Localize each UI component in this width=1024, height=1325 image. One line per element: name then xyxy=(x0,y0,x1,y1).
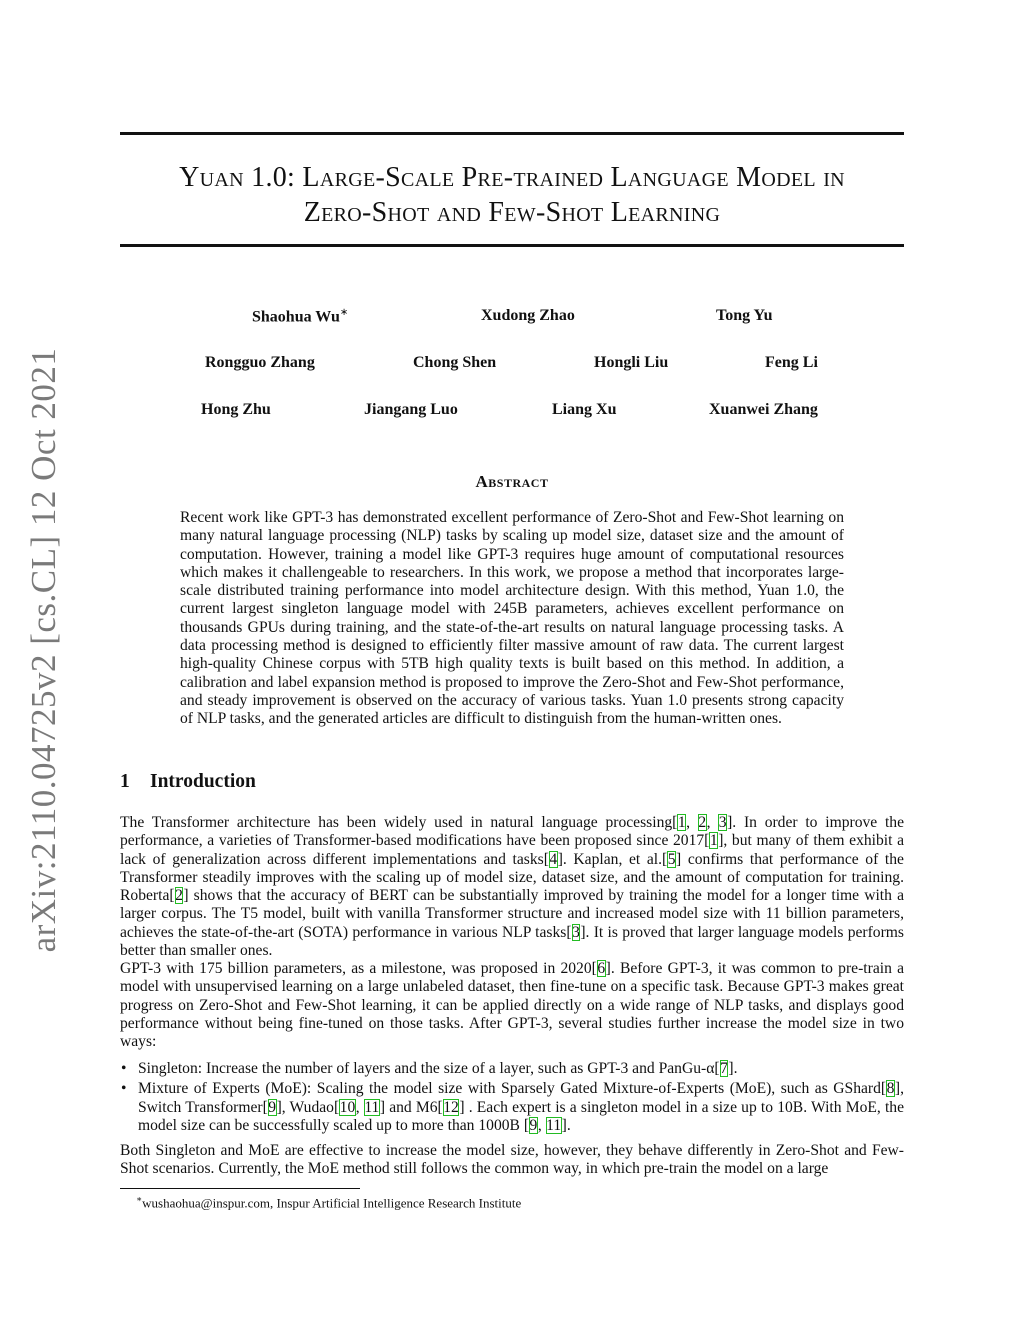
citation-separator: , xyxy=(706,814,719,831)
author-liang-xu: Liang Xu xyxy=(552,401,617,418)
author-footnote xyxy=(136,1191,521,1211)
paper-title-line-1: Yuan 1.0: Large-Scale Pre-trained Language Model in xyxy=(179,162,845,193)
intro-paragraph-1 xyxy=(120,814,904,960)
paragraph-text: ] confirms that performance of the Transformer steadily improves with the scaling up of model size, dataset size, and the amount of computation for training. Roberta[ xyxy=(120,850,904,905)
author-name: Shaohua Wu xyxy=(252,308,340,326)
paper-title-line-2: Zero-Shot and Few-Shot Learning xyxy=(303,197,721,228)
citation-separator: , xyxy=(537,1116,546,1134)
intro-paragraph-2 xyxy=(120,960,904,1051)
title-top-rule xyxy=(120,132,904,135)
citation-separator: , xyxy=(686,814,698,831)
intro-paragraph-3: Both Singleton and MoE are effective to increase the model size, however, they behave differently in Zero-Shot and Few-Shot scenarios. Currently, the MoE method still follows the common way, in which pre-train the model on a large xyxy=(120,1142,904,1178)
author-hong-zhu: Hong Zhu xyxy=(201,401,271,418)
bullet-text: Singleton: Increase the number of layers and the size of a layer, such as GPT-3 and PanGu-α[ xyxy=(138,1060,720,1077)
author-jiangang-luo: Jiangang Luo xyxy=(364,401,458,418)
author-rongguo-zhang: Rongguo Zhang xyxy=(205,354,315,371)
author-feng-li: Feng Li xyxy=(765,354,818,371)
author-xuanwei-zhang: Xuanwei Zhang xyxy=(709,401,818,418)
author-chong-shen: Chong Shen xyxy=(413,354,497,371)
citation-link[interactable]: 3 xyxy=(718,814,727,831)
paragraph-text: ] shows that the accuracy of BERT can be substantially improved by training the model for a longer time with a larger corpus. The T5 model, built with vanilla Transformer structure and increased model size with 11 billion parameters, achieves the state-of-the-art (SOTA) performance in various NLP tasks[ xyxy=(120,887,904,941)
abstract-text: Recent work like GPT-3 has demonstrated excellent performance of Zero-Shot and Few-Shot learning on many natural language processing (NLP) tasks by scaling up model size, dataset size and the amount of computation. However, training a model like GPT-3 requires huge amount of computational resources which makes it challengeable to researchers. In this work, we propose a method that incorporates large-scale distributed training performance into model architecture design. With this method, Yuan 1.0, the current largest singleton language model with 245B parameters, achieves excellent performance on thousands GPUs during training, and the state-of-the-art results on natural language processing tasks. A data processing method is designed to efficiently filter massive amount of raw data. The current largest high-quality Chinese corpus with 5TB high quality texts is built based on this method. In addition, a calibration and label expansion method is proposed to improve the Zero-Shot and Few-Shot performance, and steady improvement is observed on the accuracy of various tasks. Yuan 1.0 presents strong capacity of NLP tasks, and the generated articles are difficult to distinguish from the human-written ones. xyxy=(180,509,844,728)
model-scaling-bullet-list xyxy=(120,1060,904,1137)
citation-link[interactable]: 12 xyxy=(443,1098,459,1116)
citation-link[interactable]: 3 xyxy=(572,923,580,941)
citation-link[interactable]: 1 xyxy=(709,832,718,850)
citation-link[interactable]: 8 xyxy=(886,1080,895,1098)
citation-link[interactable]: 9 xyxy=(529,1116,538,1134)
citation-link[interactable]: 2 xyxy=(698,814,707,831)
paragraph-text: ]. In order to improve the performance, a varieties of Transformer-based modifications have been proposed since 2017[ xyxy=(120,814,905,850)
footnote-text: wushaohua@inspur.com, Inspur Artificial Intelligence Research Institute xyxy=(142,1195,522,1211)
citation-link[interactable]: 4 xyxy=(549,850,558,868)
paragraph-text: The Transformer architecture has been widely used in natural language processing[ xyxy=(120,814,678,831)
bullet-text: ], Switch Transformer[ xyxy=(138,1080,904,1116)
footnote-marker[interactable]: ∗ xyxy=(339,307,349,318)
citation-link[interactable]: 11 xyxy=(364,1098,380,1116)
bullet-text: ], Wudao[ xyxy=(276,1098,340,1116)
citation-link[interactable]: 5 xyxy=(667,850,676,868)
section-title: Introduction xyxy=(150,771,256,792)
bullet-dot-icon: • xyxy=(121,1060,127,1077)
bullet-text: Mixture of Experts (MoE): Scaling the model size with Sparsely Gated Mixture-of-Experts (MoE), such as GShard[ xyxy=(138,1080,887,1098)
citation-link[interactable]: 6 xyxy=(597,960,606,977)
bullet-text: ]. xyxy=(561,1116,571,1134)
paragraph-text: GPT-3 with 175 billion parameters, as a milestone, was proposed in 2020[ xyxy=(120,960,597,977)
citation-link[interactable]: 1 xyxy=(677,814,686,831)
citation-link[interactable]: 7 xyxy=(720,1060,728,1077)
footnote-mark: ∗ xyxy=(136,1194,143,1204)
bullet-singleton xyxy=(120,1060,904,1078)
bullet-text: ] . Each expert is a singleton model in a size up to 10B. With MoE, the model size can be successfully scaled up to more than 1000B [ xyxy=(138,1098,905,1134)
abstract-heading: Abstract xyxy=(475,472,549,491)
author-shaohua-wu xyxy=(252,307,348,326)
paragraph-text: ]. Kaplan, et al.[ xyxy=(557,850,668,868)
paragraph-text: ]. Before GPT-3, it was common to pre-train a model with unsupervised learning on a large unlabeled dataset, then fine-tune on a specific task. Because GPT-3 makes great progress on Zero-Shot and Few-Shot learning, it can be applied directly on a wide range of NLP tasks, and displays good performance without being fine-tuned on those tasks. After GPT-3, several studies further increase the model size in two ways: xyxy=(120,960,904,1051)
bullet-dot-icon: • xyxy=(121,1080,127,1098)
paragraph-text: ], but many of them exhibit a lack of generalization across different implementations and tasks[ xyxy=(120,832,905,868)
citation-link[interactable]: 2 xyxy=(175,887,183,905)
citation-link[interactable]: 9 xyxy=(268,1098,277,1116)
citation-separator: , xyxy=(355,1098,364,1116)
citation-link[interactable]: 10 xyxy=(339,1098,356,1116)
author-xudong-zhao: Xudong Zhao xyxy=(481,307,575,324)
bullet-text: ]. xyxy=(728,1060,738,1077)
bullet-text: ] and M6[ xyxy=(379,1098,443,1116)
footnote-rule xyxy=(120,1188,360,1189)
arxiv-identifier-stamp[interactable]: arXiv:2110.04725v2 [cs.CL] 12 Oct 2021 xyxy=(24,347,63,953)
title-bottom-rule xyxy=(120,244,904,247)
author-tong-yu: Tong Yu xyxy=(716,307,773,324)
section-heading-introduction xyxy=(120,771,256,793)
paper-title xyxy=(120,160,904,230)
section-number: 1 xyxy=(120,771,130,792)
bullet-mixture-of-experts xyxy=(120,1080,904,1135)
citation-link[interactable]: 11 xyxy=(546,1116,562,1134)
paragraph-text: ]. It is proved that larger language models performs better than smaller ones. xyxy=(120,923,904,960)
author-hongli-liu: Hongli Liu xyxy=(594,354,669,371)
